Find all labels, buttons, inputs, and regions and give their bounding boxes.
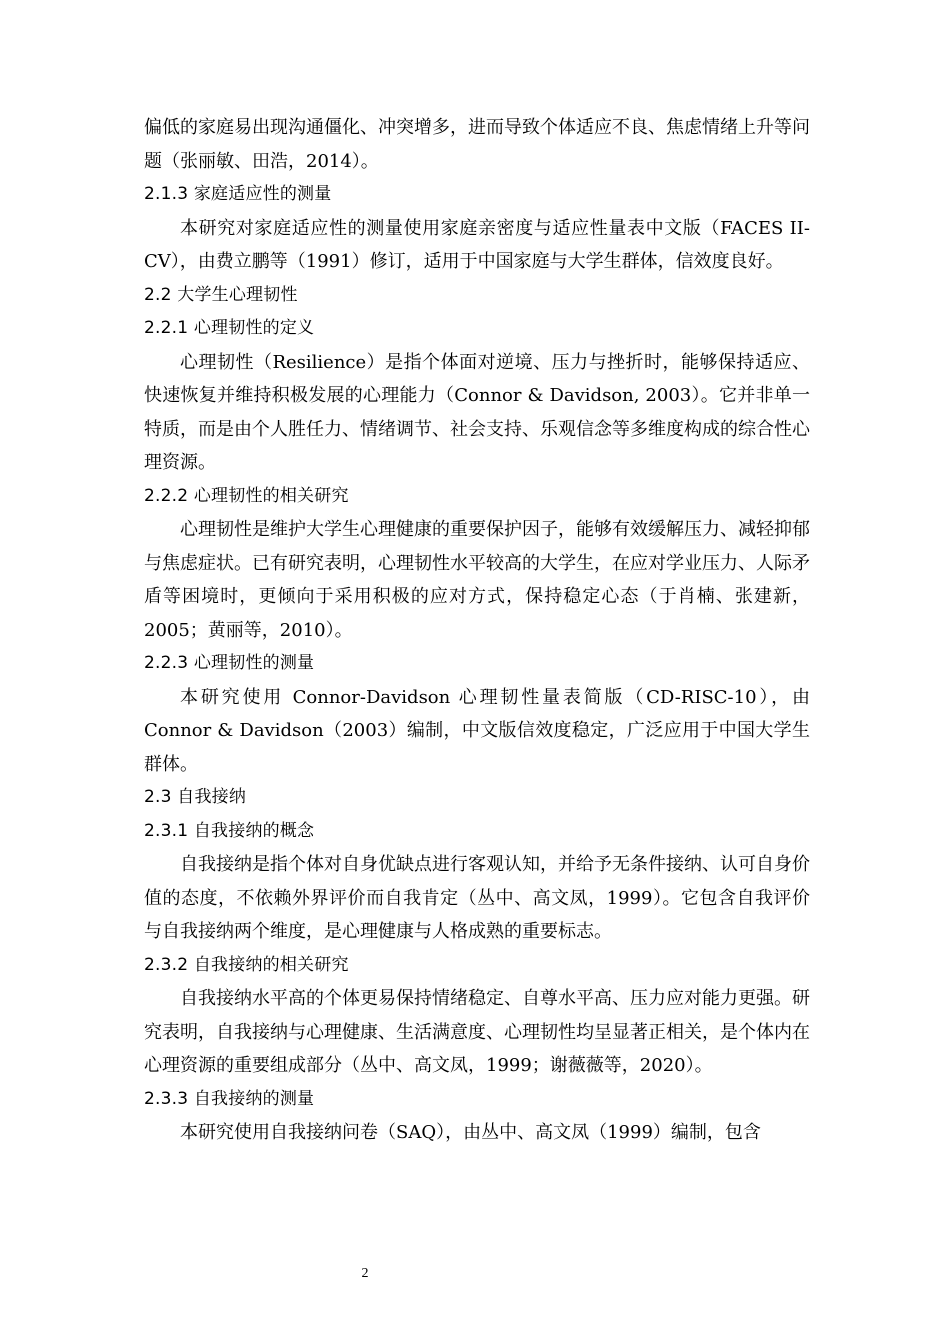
heading-2-2-1: 2.2.1 心理韧性的定义 [144,318,315,338]
page-number: 2 [361,1266,369,1281]
document-body [144,111,810,1150]
paragraph-resilience-definition: 心理韧性（Resilience）是指个体面对逆境、压力与挫折时，能够保持适应、快速恢复并维持积极发展的心理能力（Connor & Davidson, 2003）。它并非单一特质，而是由个人胜任力、情绪调节、社会支持、乐观信念等多维度构成的综合性心理资源。 [144,351,810,473]
paragraph-saq-measurement: 本研究使用自我接纳问卷（SAQ），由丛中、高文凤（1999）编制，包含 [180,1122,761,1143]
paragraph-faces-measurement: 本研究对家庭适应性的测量使用家庭亲密度与适应性量表中文版（FACES II-CV），由费立鹏等（1991）修订，适用于中国家庭与大学生群体，信效度良好。 [144,217,810,272]
heading-2-1-3: 2.1.3 家庭适应性的测量 [144,184,332,204]
paragraph-self-acceptance-research: 自我接纳水平高的个体更易保持情绪稳定、自尊水平高、压力应对能力更强。研究表明，自我接纳与心理健康、生活满意度、心理韧性均呈显著正相关，是个体内在心理资源的重要组成部分（丛中、高文凤，1999；谢薇薇等，2020）。 [144,988,810,1076]
heading-2-2: 2.2 大学生心理韧性 [144,284,298,305]
heading-2-3-1: 2.3.1 自我接纳的概念 [144,820,315,841]
paragraph-resilience-research: 心理韧性是维护大学生心理健康的重要保护因子，能够有效缓解压力、减轻抑郁与焦虑症状。已有研究表明，心理韧性水平较高的大学生，在应对学业压力、人际矛盾等困境时，更倾向于采用积极的应对方式，保持稳定心态（于肖楠、张建新，2005；黄丽等，2010）。 [144,519,810,641]
paragraph-resilience-measurement: 本研究使用 Connor-Davidson 心理韧性量表简版（CD-RISC-10），由 Connor & Davidson（2003）编制，中文版信效度稳定，广泛应用于中国大学生群体。 [144,686,810,775]
paragraph-family-adaptability-continued: 偏低的家庭易出现沟通僵化、冲突增多，进而导致个体适应不良、焦虑情绪上升等问题（张丽敏、田浩，2014）。 [144,117,810,172]
heading-2-3: 2.3 自我接纳 [144,787,247,807]
heading-2-3-3: 2.3.3 自我接纳的测量 [144,1088,315,1109]
heading-2-3-2: 2.3.2 自我接纳的相关研究 [144,954,349,975]
paragraph-self-acceptance-concept: 自我接纳是指个体对自身优缺点进行客观认知，并给予无条件接纳、认可自身价值的态度，不依赖外界评价而自我肯定（丛中、高文凤，1999）。它包含自我评价与自我接纳两个维度，是心理健康与人格成熟的重要标志。 [144,854,810,942]
heading-2-2-3: 2.2.3 心理韧性的测量 [144,653,315,673]
heading-2-2-2: 2.2.2 心理韧性的相关研究 [144,485,349,506]
